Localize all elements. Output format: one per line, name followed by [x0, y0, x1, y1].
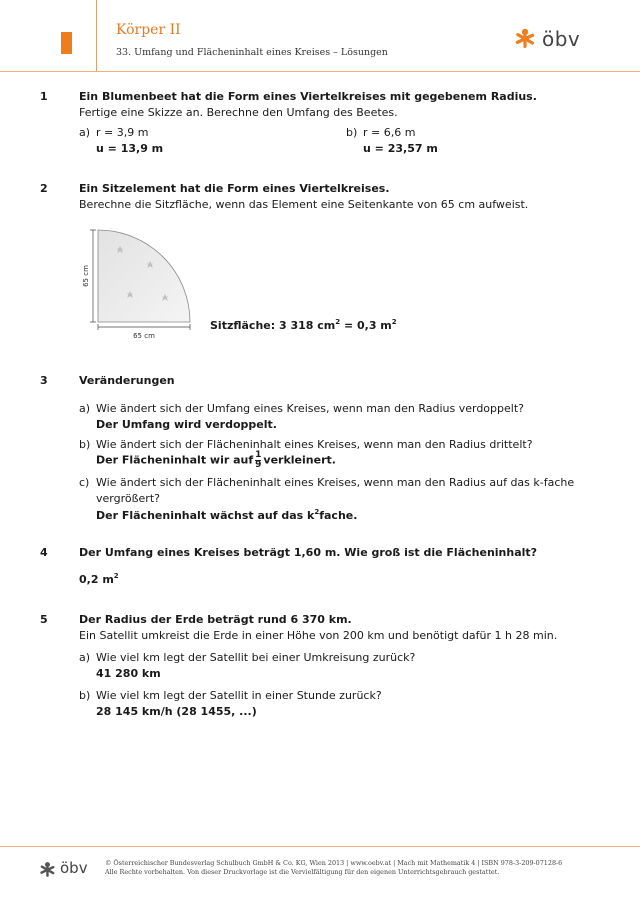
footer-line-2: Alle Rechte vorbehalten. Von dieser Druckvorlage ist die Vervielfältigung für den eigenen Unterrichtsgebrauch gestattet.: [105, 868, 500, 876]
page-subtitle: 33. Umfang und Flächeninhalt eines Kreises – Lösungen: [116, 47, 388, 58]
task-title: Veränderungen: [79, 374, 175, 387]
oebv-logo-text: öbv: [542, 27, 581, 51]
answer: 28 145 km/h (28 1455, ...): [96, 705, 257, 718]
answer: 41 280 km: [96, 667, 161, 680]
subtask-question-cont: vergrößert?: [96, 492, 160, 505]
task-number: 5: [40, 613, 48, 626]
subtask-label: b): [346, 126, 358, 139]
quarter-circle-seat-figure: [78, 222, 203, 344]
task-instruction: Berechne die Sitzfläche, wenn das Element eine Seitenkante von 65 cm aufweist.: [79, 198, 529, 211]
subtask-question: Wie viel km legt der Satellit bei einer Umkreisung zurück?: [96, 651, 416, 664]
subtask-label: a): [79, 402, 91, 415]
footer-rule: [0, 846, 640, 847]
footer-line-1: © Österreichischer Bundesverlag Schulbuch GmbH & Co. KG, Wien 2013 | www.oebv.at | Mach mit Mathematik 4 | ISBN 978-3-209-07128-6: [105, 859, 563, 867]
task-instruction: Ein Satellit umkreist die Erde in einer Höhe von 200 km und benötigt dafür 1 h 28 min.: [79, 629, 558, 642]
dimension-label-horizontal: 65 cm: [133, 332, 155, 340]
task-question: Der Radius der Erde beträgt rund 6 370 km.: [79, 613, 352, 626]
task-number: 1: [40, 90, 48, 103]
header-divider: [96, 0, 97, 72]
footer-copyright: [105, 859, 625, 877]
task-number: 2: [40, 182, 48, 195]
task-instruction: Fertige eine Skizze an. Berechne den Umfang des Beetes.: [79, 106, 398, 119]
subtask-question: Wie ändert sich der Flächeninhalt eines Kreises, wenn man den Radius drittelt?: [96, 438, 533, 451]
answer: Der Flächeninhalt wächst auf das $k^2fache$.: [96, 508, 358, 522]
task-number: 3: [40, 374, 48, 387]
task-question: Ein Blumenbeet hat die Form eines Viertelkreises mit gegebenem Radius.: [79, 90, 537, 103]
subtask-label: a): [79, 126, 91, 139]
answer: Der Flächeninhalt wir auf $\frac{1}{9}$ verkleinert.: [96, 450, 336, 470]
oebv-star-icon: [514, 28, 540, 50]
answer: Der Umfang wird verdoppelt.: [96, 418, 277, 431]
answer: u = 23,57 m: [363, 142, 438, 155]
footer-logo-text: öbv: [60, 859, 88, 877]
fraction: $\frac{1}{9}$: [255, 450, 262, 470]
answer: 0,2 $m^2$: [79, 572, 119, 586]
subtask-question: Wie ändert sich der Umfang eines Kreises, wenn man den Radius verdoppelt?: [96, 402, 524, 415]
subtask-label: c): [79, 476, 90, 489]
task-question: Der Umfang eines Kreises beträgt 1,60 m. Wie groß ist die Flächeninhalt?: [79, 546, 538, 559]
dimension-label-vertical: 65 cm: [82, 265, 90, 287]
subtask-label: b): [79, 438, 91, 451]
subtask-question: Wie ändert sich der Flächeninhalt eines Kreises, wenn man den Radius auf das k-fache: [96, 476, 575, 489]
subtask-label: b): [79, 689, 91, 702]
given-value: r = 3,9 m: [96, 126, 149, 139]
answer: Sitzfläche: 3 318 $cm^2 = 0,3$ $m^2$: [210, 318, 397, 332]
given-value: r = 6,6 m: [363, 126, 416, 139]
task-question: Ein Sitzelement hat die Form eines Viertelkreises.: [79, 182, 390, 195]
page-title: Körper II: [116, 22, 181, 38]
answer: u = 13,9 m: [96, 142, 164, 155]
header-rule: [0, 71, 640, 72]
task-number: 4: [40, 546, 48, 559]
subtask-question: Wie viel km legt der Satellit in einer Stunde zurück?: [96, 689, 382, 702]
oebv-star-icon: [39, 861, 59, 879]
header-accent-bar: [61, 32, 72, 54]
subtask-label: a): [79, 651, 91, 664]
